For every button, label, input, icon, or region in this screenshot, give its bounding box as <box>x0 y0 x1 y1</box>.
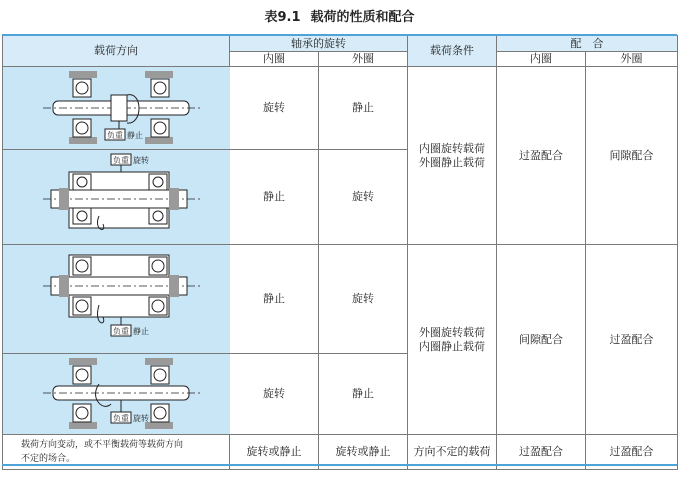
header-load-condition: 载荷条件 <box>408 36 497 67</box>
last-row-inner: 旋转或静止 <box>230 435 319 470</box>
row4-inner: 旋转 <box>230 354 319 435</box>
last-row-outer: 旋转或静止 <box>319 435 408 470</box>
group2-fit-inner: 间隙配合 <box>497 245 586 435</box>
header-inner-ring: 内圈 <box>230 52 319 67</box>
diagram-cell-3 <box>3 245 230 354</box>
group1-fit-outer: 间隙配合 <box>586 67 678 245</box>
group1-fit-inner: 过盈配合 <box>497 67 586 245</box>
load-label: 负重 <box>107 131 123 140</box>
rotating-label: 旋转 <box>133 414 149 423</box>
header-fit: 配 合 <box>497 36 678 52</box>
row3-outer: 旋转 <box>319 245 408 354</box>
bearing-diagram-inner-rotating-1 <box>3 67 230 149</box>
last-row-fit-inner: 过盈配合 <box>497 435 586 470</box>
group2-fit-outer: 过盈配合 <box>586 245 678 435</box>
header-outer-ring: 外圈 <box>319 52 408 67</box>
static-label: 静止 <box>127 131 143 140</box>
bearing-diagram-outer-rotating-3 <box>3 245 230 353</box>
header-fit-outer: 外圈 <box>586 52 678 67</box>
group1-condition: 内圈旋转载荷 外圈静止载荷 <box>408 67 497 245</box>
load-label: 负重 <box>113 327 129 336</box>
table-bottom-rule <box>2 464 677 466</box>
diagram-cell-1 <box>3 67 230 150</box>
last-row-condition: 方向不定的载荷 <box>408 435 497 470</box>
load-label: 负重 <box>113 414 129 423</box>
rotating-label: 旋转 <box>133 156 149 165</box>
row4-outer: 静止 <box>319 354 408 435</box>
group2-condition: 外圈旋转载荷 内圈静止载荷 <box>408 245 497 435</box>
bearing-diagram-outer-rotating-2 <box>3 150 230 244</box>
load-fit-table <box>2 35 678 470</box>
diagram-cell-2 <box>3 150 230 245</box>
row2-outer: 旋转 <box>319 150 408 245</box>
header-fit-inner: 内圈 <box>497 52 586 67</box>
header-bearing-rotation: 轴承的旋转 <box>230 36 408 52</box>
header-load-direction: 载荷方向 <box>3 36 230 67</box>
table-top-rule <box>2 34 677 36</box>
row3-inner: 静止 <box>230 245 319 354</box>
last-row-note: 载荷方向变动，或不平衡载荷等载荷方向 不定的场合。 <box>3 435 230 470</box>
static-label: 静止 <box>133 327 149 336</box>
table-title <box>0 6 679 25</box>
table-title-text: 载荷的性质和配合 <box>310 10 415 25</box>
row2-inner: 静止 <box>230 150 319 245</box>
bearing-diagram-inner-rotating-4 <box>3 354 230 434</box>
row1-outer: 静止 <box>319 67 408 150</box>
diagram-cell-4 <box>3 354 230 435</box>
table-number: 表9.1 <box>264 10 301 25</box>
load-label: 负重 <box>113 156 129 165</box>
last-row-fit-outer: 过盈配合 <box>586 435 678 470</box>
row1-inner: 旋转 <box>230 67 319 150</box>
